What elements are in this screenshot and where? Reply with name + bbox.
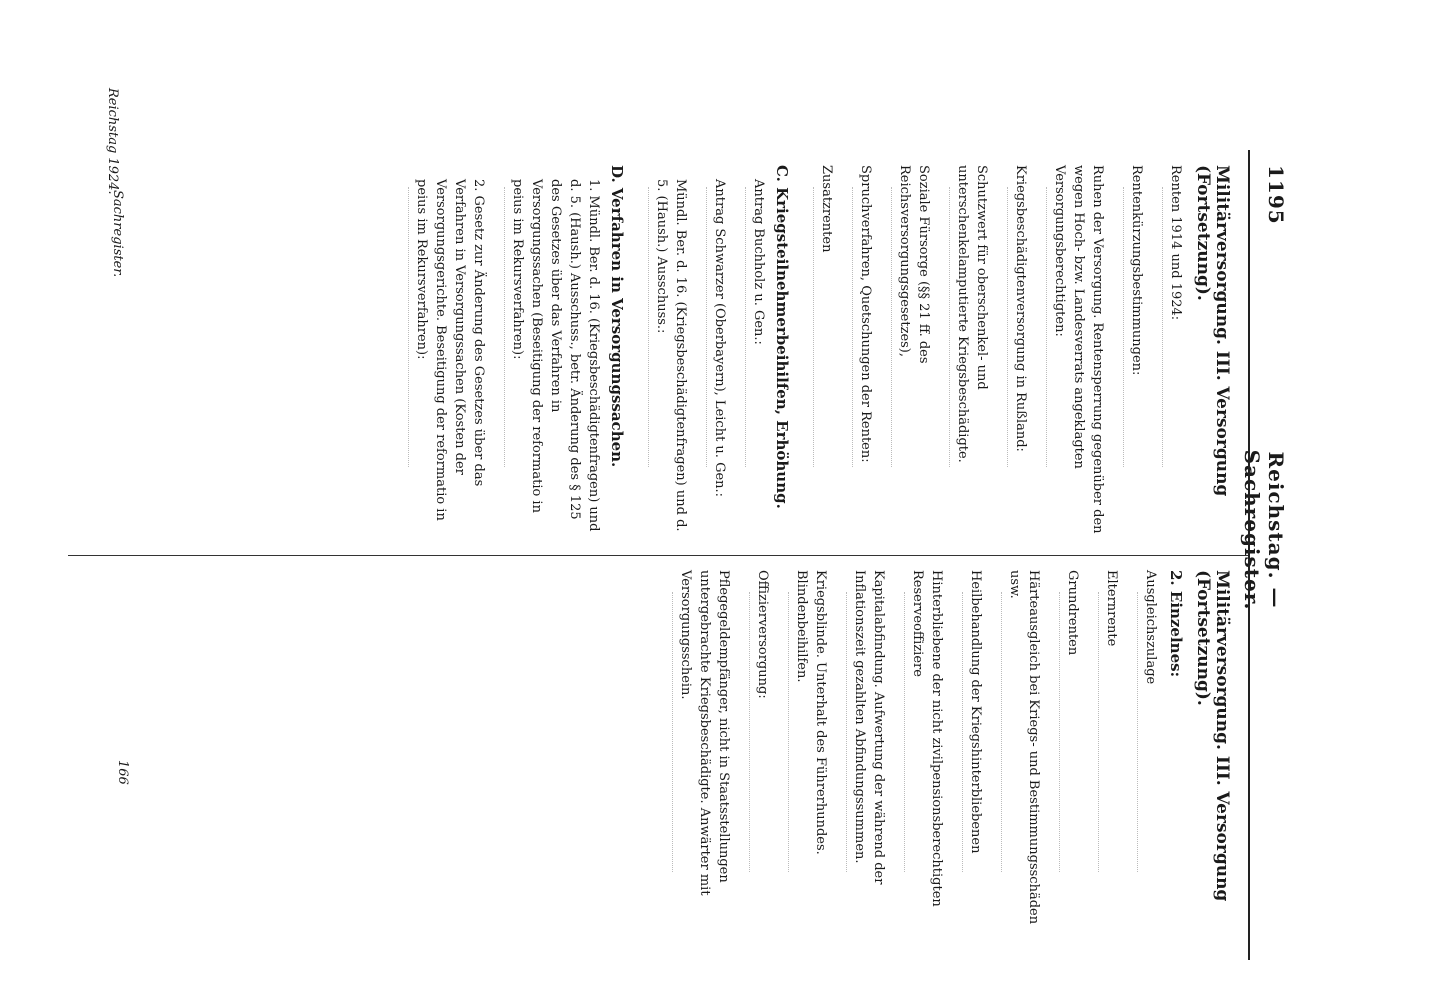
page-number: 1195 [1264,165,1288,225]
reference-line [836,592,847,872]
footer-sachregister: Sachregister. [110,190,125,278]
index-entry: Hinterbliebene der nicht zivilpensionsberechtigten Reserveoffiziere [910,570,944,907]
reference-line [1152,187,1163,467]
reference-line [939,187,950,467]
reference-line [739,592,750,872]
index-entry: Mündl. Ber. d. 16. (Kriegsbeschädigtenfragen) und d. 5. (Haush.) Ausschuss.: [654,179,688,532]
reference-line [696,187,707,467]
index-entry: Rentenkürzungsbestimmungen: [1129,165,1144,376]
left-column [392,165,1235,545]
page-header [1240,0,1292,1000]
index-entry: Kapitalabfindung. Aufwertung der während der Inflationszeit gezahlten Abfindungssummen. [852,570,886,885]
reference-line [1113,187,1124,467]
index-entry: Antrag Schwarzer (Oberbayern), Leicht u. Gen.: [712,179,727,498]
reference-line [997,187,1008,467]
index-entry: Schutzwert für oberschenkel- und unterschenkelamputierte Kriegsbeschädigte. [955,165,989,463]
reference-line [1088,592,1099,872]
index-entry: Grundrenten [1065,570,1080,656]
header-rule [1248,150,1250,960]
reference-line [662,592,673,872]
footer-reichstag: Reichstag 1924. [105,88,120,195]
index-entry: Ausgleichszulage [1143,570,1158,685]
reference-line [952,592,963,872]
index-entry: Ruhen der Versorgung. Rentensperrung gegenüber den wegen Hoch- bzw. Landesverrats angeklagten Versorgungsberechtigten: [1052,165,1105,534]
reference-line [494,187,505,467]
reference-line [1036,187,1047,467]
signature-number: 166 [115,760,130,785]
right-column-heading: Militärversorgung. III. Versorgung (Fortsetzung). [1193,570,1232,902]
reference-line [842,187,853,467]
right-column-subheading: 2. Einzelnes: [1167,570,1185,678]
reference-line [991,592,1002,872]
reference-line [735,187,746,467]
column-divider [68,555,1248,556]
index-entry: 2. Gesetz zur Änderung des Gesetzes über das Verfahren in Versorgungssachen (Kosten der Versorgungsgerichte. Beseitigung der reformatio in peius im Rekursverfahren): [414,179,486,521]
reference-line [778,592,789,872]
reference-line [638,187,649,467]
reference-line [1127,592,1138,872]
index-entry: Pflegegeldempfänger, nicht in Staatsstellungen untergebrachte Kriegsbeschädigte. Anwärter mit Versorgungsschein. [678,570,731,896]
index-entry: Zusatzrenten [819,165,834,253]
section-d-heading: D. Verfahren in Versorgungssachen. [608,165,626,468]
reference-line [1049,592,1060,872]
reference-line [881,187,892,467]
reference-line [398,187,409,467]
section-c-heading: C. Kriegsteilnehmerbeihilfen, Erhöhung. [773,165,791,509]
right-column [656,570,1235,950]
index-entry: Kriegsblinde. Unterhalt des Führerhundes. Blindenbeihilfen. [794,570,828,855]
index-entry: Spruchverfahren, Quetschungen der Renten: [858,165,873,463]
reference-line [894,592,905,872]
index-entry: Offizierversorgung: [755,570,770,699]
left-column-heading: Militärversorgung. III. Versorgung (Fortsetzung). [1193,165,1232,497]
index-entry: Renten 1914 und 1924: [1168,165,1183,321]
index-entry: Elternrente [1104,570,1119,647]
index-entry: Härteausgleich bei Kriegs- und Bestimmungsschäden usw. [1007,570,1041,925]
index-entry: Heilbehandlung der Kriegshinterbliebenen [968,570,983,854]
page-title: Reichstag. — Sachregister. [1240,449,1288,611]
reference-line [803,187,814,467]
index-entry: Kriegsbeschädigtenversorgung in Rußland: [1013,165,1028,452]
index-entry: Antrag Buchholz u. Gen.: [751,179,766,345]
index-entry: Soziale Fürsorge (§§ 21 ff. des Reichsversorgungsgesetzes), [897,165,931,364]
index-entry: 1. Mündl. Ber. d. 16. (Kriegsbeschädigtenfragen) und d. 5. (Haush.) Ausschuss., betr. Änderung des § 125 des Gesetzes über das Verfahren in Versorgungssachen (Beseitigung der reformatio in peius im Rekursverfahren): [510,179,601,532]
